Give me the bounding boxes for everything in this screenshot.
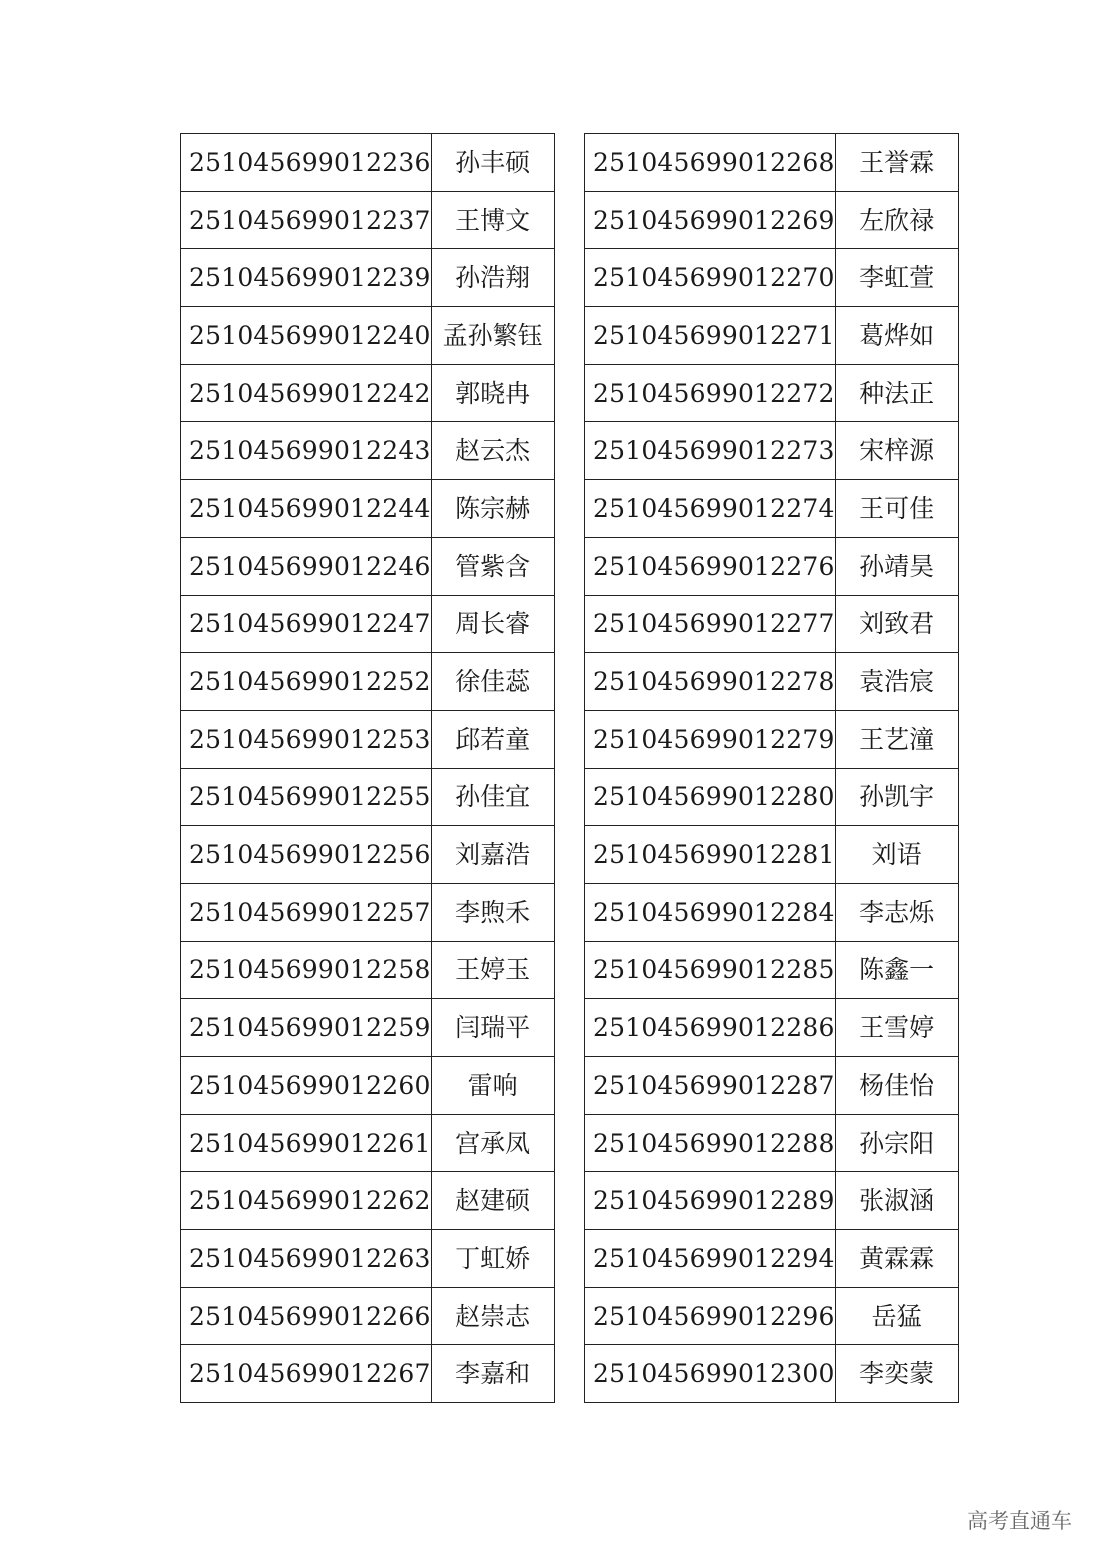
table-row (585, 999, 959, 1057)
student-id-cell: 251045699012246 (181, 537, 432, 595)
student-id-cell: 251045699012274 (585, 480, 836, 538)
student-id-cell: 251045699012255 (181, 768, 432, 826)
student-id-cell: 251045699012236 (181, 134, 432, 192)
table-row (181, 883, 555, 941)
student-id-cell: 251045699012287 (585, 1057, 836, 1115)
student-name-cell: 孙丰硕 (431, 134, 554, 192)
table-row (181, 1114, 555, 1172)
student-id-cell: 251045699012239 (181, 249, 432, 307)
student-id-cell: 251045699012286 (585, 999, 836, 1057)
student-id-cell: 251045699012285 (585, 941, 836, 999)
table-row (585, 595, 959, 653)
student-name-cell: 黄霖霖 (835, 1230, 958, 1288)
student-id-cell: 251045699012270 (585, 249, 836, 307)
table-row (585, 653, 959, 711)
student-name-cell: 陈鑫一 (835, 941, 958, 999)
table-row (181, 364, 555, 422)
student-name-cell: 王艺潼 (835, 710, 958, 768)
table-row (585, 1287, 959, 1345)
student-name-cell: 孙宗阳 (835, 1114, 958, 1172)
student-id-cell: 251045699012259 (181, 999, 432, 1057)
student-id-cell: 251045699012263 (181, 1230, 432, 1288)
table-row (585, 134, 959, 192)
student-id-cell: 251045699012256 (181, 826, 432, 884)
table-row (585, 710, 959, 768)
watermark-text: 高考直通车 (967, 1509, 1072, 1533)
student-name-cell: 刘语 (835, 826, 958, 884)
student-name-cell: 刘嘉浩 (431, 826, 554, 884)
student-id-cell: 251045699012257 (181, 883, 432, 941)
table-row (585, 941, 959, 999)
table-row (585, 191, 959, 249)
student-name-cell: 刘致君 (835, 595, 958, 653)
student-id-cell: 251045699012244 (181, 480, 432, 538)
student-id-cell: 251045699012253 (181, 710, 432, 768)
table-row (181, 941, 555, 999)
student-name-cell: 陈宗赫 (431, 480, 554, 538)
table-row (585, 1172, 959, 1230)
student-name-cell: 孟孙繁钰 (431, 307, 554, 365)
student-name-cell: 左欣禄 (835, 191, 958, 249)
student-id-cell: 251045699012294 (585, 1230, 836, 1288)
student-id-cell: 251045699012266 (181, 1287, 432, 1345)
student-name-cell: 孙凯宇 (835, 768, 958, 826)
student-name-cell: 宋梓源 (835, 422, 958, 480)
student-id-cell: 251045699012280 (585, 768, 836, 826)
left-roster-table (180, 133, 555, 1403)
table-row (181, 653, 555, 711)
table-row (181, 1287, 555, 1345)
table-row (585, 768, 959, 826)
table-row (181, 480, 555, 538)
student-name-cell: 袁浩宸 (835, 653, 958, 711)
student-name-cell: 丁虹娇 (431, 1230, 554, 1288)
student-name-cell: 李志烁 (835, 883, 958, 941)
table-row (585, 364, 959, 422)
student-name-cell: 管紫含 (431, 537, 554, 595)
student-id-cell: 251045699012277 (585, 595, 836, 653)
student-name-cell: 王博文 (431, 191, 554, 249)
student-id-cell: 251045699012268 (585, 134, 836, 192)
student-name-cell: 孙靖昊 (835, 537, 958, 595)
student-name-cell: 雷响 (431, 1057, 554, 1115)
table-row (181, 768, 555, 826)
student-name-cell: 李奕蒙 (835, 1345, 958, 1403)
student-id-cell: 251045699012240 (181, 307, 432, 365)
right-roster-body (585, 134, 959, 1403)
student-id-cell: 251045699012281 (585, 826, 836, 884)
table-row (585, 537, 959, 595)
student-id-cell: 251045699012284 (585, 883, 836, 941)
table-row (181, 710, 555, 768)
table-row (181, 249, 555, 307)
student-id-cell: 251045699012273 (585, 422, 836, 480)
table-row (181, 999, 555, 1057)
student-name-cell: 闫瑞平 (431, 999, 554, 1057)
student-name-cell: 徐佳蕊 (431, 653, 554, 711)
student-id-cell: 251045699012272 (585, 364, 836, 422)
student-name-cell: 杨佳怡 (835, 1057, 958, 1115)
table-row (585, 826, 959, 884)
table-row (585, 1057, 959, 1115)
student-id-cell: 251045699012261 (181, 1114, 432, 1172)
table-row (585, 883, 959, 941)
student-id-cell: 251045699012260 (181, 1057, 432, 1115)
student-id-cell: 251045699012278 (585, 653, 836, 711)
student-id-cell: 251045699012237 (181, 191, 432, 249)
table-row (585, 480, 959, 538)
student-name-cell: 赵建硕 (431, 1172, 554, 1230)
student-name-cell: 王誉霖 (835, 134, 958, 192)
table-row (585, 307, 959, 365)
student-name-cell: 郭晓冉 (431, 364, 554, 422)
table-row (181, 134, 555, 192)
student-name-cell: 邱若童 (431, 710, 554, 768)
table-row (585, 249, 959, 307)
student-id-cell: 251045699012252 (181, 653, 432, 711)
table-row (585, 1345, 959, 1403)
student-id-cell: 251045699012267 (181, 1345, 432, 1403)
student-name-cell: 王可佳 (835, 480, 958, 538)
student-name-cell: 王雪婷 (835, 999, 958, 1057)
student-name-cell: 赵崇志 (431, 1287, 554, 1345)
student-id-cell: 251045699012269 (585, 191, 836, 249)
student-name-cell: 李虹萱 (835, 249, 958, 307)
student-id-cell: 251045699012262 (181, 1172, 432, 1230)
student-id-cell: 251045699012300 (585, 1345, 836, 1403)
student-id-cell: 251045699012247 (181, 595, 432, 653)
table-row (181, 422, 555, 480)
right-roster-table (584, 133, 959, 1403)
student-name-cell: 宫承凤 (431, 1114, 554, 1172)
student-name-cell: 周长睿 (431, 595, 554, 653)
table-row (181, 1057, 555, 1115)
student-id-cell: 251045699012276 (585, 537, 836, 595)
table-row (585, 1230, 959, 1288)
student-name-cell: 种法正 (835, 364, 958, 422)
student-id-cell: 251045699012289 (585, 1172, 836, 1230)
student-id-cell: 251045699012243 (181, 422, 432, 480)
table-row (585, 422, 959, 480)
student-id-cell: 251045699012271 (585, 307, 836, 365)
student-id-cell: 251045699012242 (181, 364, 432, 422)
student-name-cell: 李煦禾 (431, 883, 554, 941)
table-row (181, 191, 555, 249)
student-name-cell: 张淑涵 (835, 1172, 958, 1230)
student-name-cell: 孙佳宜 (431, 768, 554, 826)
student-name-cell: 王婷玉 (431, 941, 554, 999)
student-id-cell: 251045699012258 (181, 941, 432, 999)
left-roster-body (181, 134, 555, 1403)
student-name-cell: 孙浩翔 (431, 249, 554, 307)
table-row (181, 1345, 555, 1403)
table-row (181, 595, 555, 653)
table-row (181, 537, 555, 595)
student-name-cell: 李嘉和 (431, 1345, 554, 1403)
table-row (181, 826, 555, 884)
student-id-cell: 251045699012279 (585, 710, 836, 768)
table-row (181, 1230, 555, 1288)
table-row (181, 1172, 555, 1230)
student-id-cell: 251045699012288 (585, 1114, 836, 1172)
student-name-cell: 岳猛 (835, 1287, 958, 1345)
table-row (181, 307, 555, 365)
table-row (585, 1114, 959, 1172)
student-name-cell: 葛烨如 (835, 307, 958, 365)
student-id-cell: 251045699012296 (585, 1287, 836, 1345)
student-name-cell: 赵云杰 (431, 422, 554, 480)
